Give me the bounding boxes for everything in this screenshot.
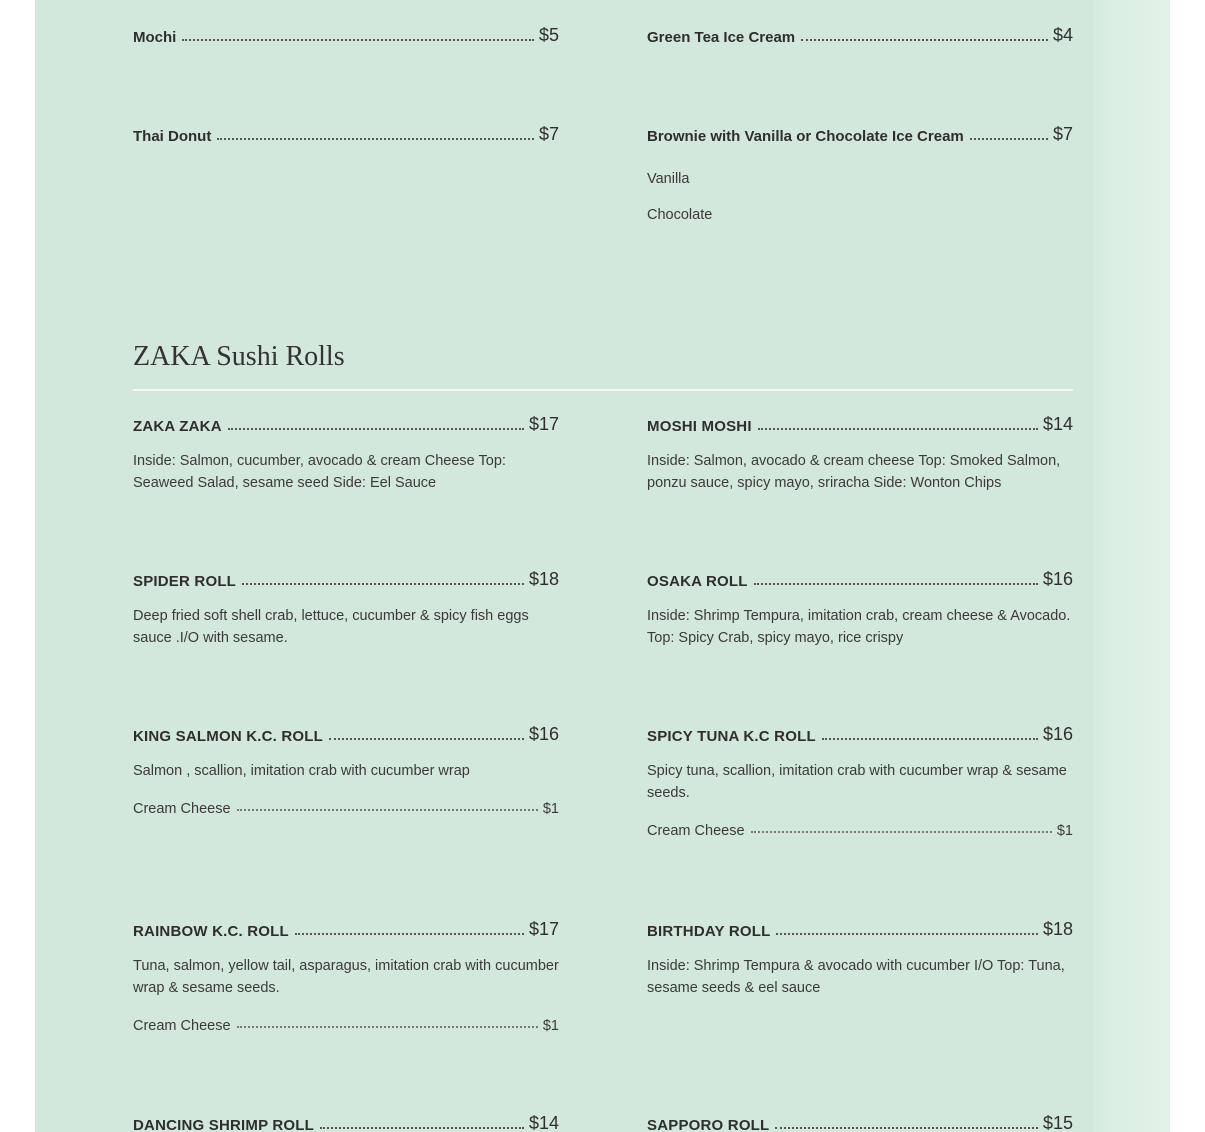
item-description: Inside: Shrimp Tempura & avocado with cucumber I/O Top: Tuna, sesame seeds & eel sauce [647, 958, 1065, 996]
item-price: $17 [528, 414, 559, 434]
section-divider [133, 389, 1073, 391]
menu-item-green-tea-ice-cream[interactable] [647, 27, 1073, 47]
addon-price: $1 [542, 801, 559, 817]
item-name: SPICY TUNA K.C ROLL [647, 728, 816, 745]
menu-item-brownie[interactable] [647, 126, 1073, 224]
item-price: $17 [528, 919, 559, 939]
dot-leader [801, 39, 1048, 41]
option-vanilla[interactable]: Vanilla [647, 171, 690, 187]
menu-content [133, 0, 1073, 1132]
item-price: $4 [1052, 25, 1073, 45]
menu-item-mochi[interactable] [133, 27, 559, 47]
item-description: Deep fried soft shell crab, lettuce, cucumber & spicy fish eggs sauce .I/O with sesame. [133, 608, 529, 646]
addon-cream-cheese[interactable] [647, 822, 1073, 840]
addon-cream-cheese[interactable] [133, 800, 559, 818]
item-description: Spicy tuna, scallion, imitation crab with cucumber wrap & sesame seeds. [647, 763, 1067, 801]
item-price: $16 [1042, 569, 1073, 589]
item-description: Inside: Salmon, cucumber, avocado & cream Cheese Top: Seaweed Salad, sesame seed Side: Eel Sauce [133, 453, 506, 491]
dot-leader [295, 933, 524, 935]
item-description: Inside: Shrimp Tempura, imitation crab, cream cheese & Avocado. Top: Spicy Crab, spicy mayo, rice crispy [647, 608, 1071, 646]
item-name: ZAKA ZAKA [133, 418, 222, 435]
menu-item-thai-donut[interactable] [133, 126, 559, 146]
dot-leader [754, 583, 1038, 585]
addon-name: Cream Cheese [647, 823, 745, 839]
item-name: KING SALMON K.C. ROLL [133, 728, 324, 745]
item-name: RAINBOW K.C. ROLL [133, 923, 289, 940]
item-name: SAPPORO ROLL [647, 1117, 770, 1132]
item-price: $16 [1042, 724, 1073, 744]
menu-item-dancing-shrimp-roll[interactable] [133, 1115, 559, 1132]
item-name: Brownie with Vanilla or Chocolate Ice Cream [647, 128, 964, 145]
addon-name: Cream Cheese [133, 1018, 231, 1034]
item-name: Green Tea Ice Cream [647, 29, 796, 46]
dot-leader [228, 428, 524, 430]
option-chocolate[interactable]: Chocolate [647, 207, 713, 223]
item-name: OSAKA ROLL [647, 573, 748, 590]
dot-leader [822, 738, 1038, 740]
menu-item-spicy-tuna-kc-roll[interactable] [647, 726, 1073, 840]
dot-leader [237, 809, 538, 811]
item-description: Salmon , scallion, imitation crab with cucumber wrap [133, 763, 470, 779]
menu-item-sapporo-roll[interactable] [647, 1115, 1073, 1132]
menu-item-spider-roll[interactable] [133, 571, 559, 649]
item-name: DANCING SHRIMP ROLL [133, 1117, 315, 1132]
dot-leader [182, 39, 534, 41]
item-description: Inside: Salmon, avocado & cream cheese Top: Smoked Salmon, ponzu sauce, spicy mayo, sriracha Side: Wonton Chips [647, 453, 1061, 491]
menu-item-rainbow-kc-roll[interactable] [133, 921, 559, 1035]
addon-cream-cheese[interactable] [133, 1017, 559, 1035]
menu-item-osaka-roll[interactable] [647, 571, 1073, 649]
item-name: Mochi [133, 29, 177, 46]
menu-item-birthday-roll[interactable] [647, 921, 1073, 999]
addon-name: Cream Cheese [133, 801, 231, 817]
item-name: Thai Donut [133, 128, 212, 145]
dot-leader [242, 583, 524, 585]
item-description: Tuna, salmon, yellow tail, asparagus, imitation crab with cucumber wrap & sesame seeds. [133, 958, 559, 996]
item-price: $14 [1042, 414, 1073, 434]
dot-leader [329, 738, 524, 740]
dot-leader [775, 1127, 1038, 1129]
item-name: MOSHI MOSHI [647, 418, 752, 435]
dot-leader [751, 831, 1052, 833]
dot-leader [758, 428, 1038, 430]
item-price: $7 [538, 124, 559, 144]
item-price: $15 [1042, 1113, 1073, 1132]
item-price: $7 [1052, 124, 1073, 144]
addon-price: $1 [1056, 823, 1073, 839]
section-title: ZAKA Sushi Rolls [133, 341, 345, 372]
item-price: $18 [1042, 919, 1073, 939]
menu-item-zaka-zaka[interactable] [133, 416, 559, 494]
dot-leader [217, 138, 534, 140]
menu-item-moshi-moshi[interactable] [647, 416, 1073, 494]
menu-panel [35, 0, 1170, 1132]
item-name: SPIDER ROLL [133, 573, 237, 590]
dot-leader [237, 1026, 538, 1028]
panel-texture-edge [1093, 0, 1170, 1132]
item-price: $18 [528, 569, 559, 589]
dot-leader [320, 1127, 524, 1129]
item-price: $14 [528, 1113, 559, 1132]
dot-leader [776, 933, 1038, 935]
item-price: $16 [528, 724, 559, 744]
item-price: $5 [538, 25, 559, 45]
menu-item-king-salmon-kc-roll[interactable] [133, 726, 559, 818]
item-name: BIRTHDAY ROLL [647, 923, 771, 940]
addon-price: $1 [542, 1018, 559, 1034]
dot-leader [970, 138, 1048, 140]
